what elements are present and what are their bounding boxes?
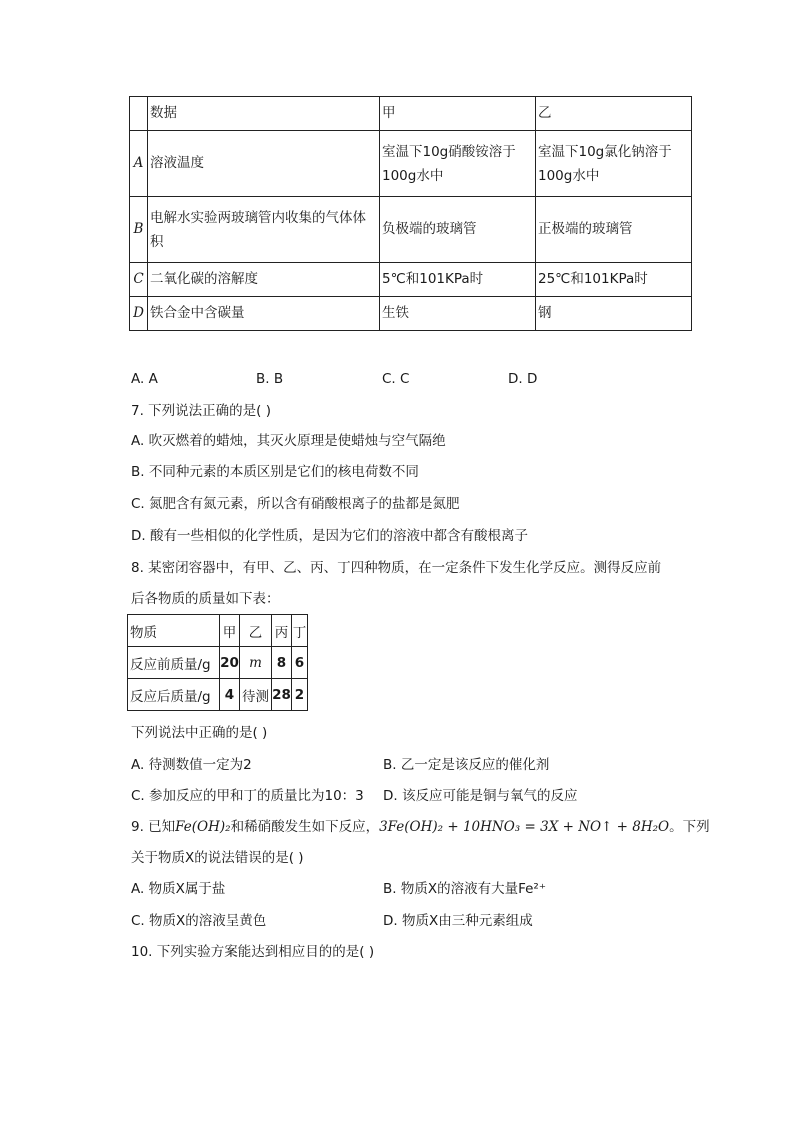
q7-option-d: D. 酸有一些相似的化学性质，是因为它们的溶液中都含有酸根离子 xyxy=(131,528,528,544)
q8-stem-line1: 8. 某密闭容器中，有甲、乙、丙、丁四种物质，在一定条件下发生化学反应。测得反应前 xyxy=(131,560,662,576)
q9-option-a: A. 物质X属于盐 xyxy=(131,881,226,897)
q8-option-d: D. 该反应可能是铜与氧气的反应 xyxy=(383,788,578,804)
row-label: A xyxy=(130,131,148,197)
header-cell xyxy=(130,97,148,131)
yi-cell: 钢 xyxy=(536,297,692,331)
table-cell: m xyxy=(240,647,272,679)
item-cell: 二氧化碳的溶解度 xyxy=(148,263,380,297)
table-cell: 28 xyxy=(272,679,292,711)
jia-cell: 室温下10g硝酸铵溶于100g水中 xyxy=(380,131,536,197)
item-cell: 电解水实验两玻璃管内收集的气体体积 xyxy=(148,197,380,263)
table-cell: 8 xyxy=(272,647,292,679)
mass-table xyxy=(127,614,308,711)
table-header-row xyxy=(130,97,692,131)
table-row xyxy=(130,263,692,297)
q9-stem-line1 xyxy=(131,817,710,837)
header-cell: 丁 xyxy=(292,615,308,647)
header-cell: 数据 xyxy=(148,97,380,131)
table-row xyxy=(130,297,692,331)
table-row xyxy=(128,679,308,711)
row-label: B xyxy=(130,197,148,263)
table-cell: 20 xyxy=(220,647,240,679)
q10-stem: 10. 下列实验方案能达到相应目的的是( ) xyxy=(131,944,375,960)
item-cell: 铁合金中含碳量 xyxy=(148,297,380,331)
q8-after-text: 下列说法中正确的是( ) xyxy=(131,725,268,741)
header-cell: 甲 xyxy=(380,97,536,131)
jia-cell: 生铁 xyxy=(380,297,536,331)
q7-stem: 7. 下列说法正确的是( ) xyxy=(131,403,271,419)
q8-option-a: A. 待测数值一定为2 xyxy=(131,757,252,773)
q7-option-a: A. 吹灭燃着的蜡烛，其灭火原理是使蜡烛与空气隔绝 xyxy=(131,433,446,449)
q6-option-d: D. D xyxy=(508,371,538,387)
q9-equation: 3Fe(OH)₂ + 10HNO₃ = 3X + NO↑ + 8H₂O xyxy=(379,819,670,835)
q9-formula: Fe(OH)₂ xyxy=(175,819,231,835)
q9-text: 和稀硝酸发生如下反应， xyxy=(230,819,380,835)
row-label: 反应后质量/g xyxy=(128,679,220,711)
header-cell: 丙 xyxy=(272,615,292,647)
table-row xyxy=(128,647,308,679)
table-cell: 待测 xyxy=(240,679,272,711)
table-cell: 6 xyxy=(292,647,308,679)
row-label: D xyxy=(130,297,148,331)
q9-option-d: D. 物质X由三种元素组成 xyxy=(383,913,533,929)
q6-option-b: B. B xyxy=(256,371,284,387)
jia-cell: 负极端的玻璃管 xyxy=(380,197,536,263)
table-row xyxy=(130,131,692,197)
q7-option-b: B. 不同种元素的本质区别是它们的核电荷数不同 xyxy=(131,464,419,480)
q9-option-b: B. 物质X的溶液有大量Fe²⁺ xyxy=(383,881,546,897)
yi-cell: 正极端的玻璃管 xyxy=(536,197,692,263)
item-cell: 溶液温度 xyxy=(148,131,380,197)
header-cell: 乙 xyxy=(240,615,272,647)
q9-option-c: C. 物质X的溶液呈黄色 xyxy=(131,913,267,929)
header-cell: 甲 xyxy=(220,615,240,647)
q8-option-c: C. 参加反应的甲和丁的质量比为10：3 xyxy=(131,788,364,804)
table-cell: 2 xyxy=(292,679,308,711)
q9-stem-line2: 关于物质X的说法错误的是( ) xyxy=(131,850,304,866)
row-label: 反应前质量/g xyxy=(128,647,220,679)
q9-text: 。下列 xyxy=(669,819,710,835)
table-row xyxy=(130,197,692,263)
q7-option-c: C. 氮肥含有氮元素，所以含有硝酸根离子的盐都是氮肥 xyxy=(131,496,460,512)
q8-stem-line2: 后各物质的质量如下表： xyxy=(131,591,280,607)
table-cell: 4 xyxy=(220,679,240,711)
comparison-table xyxy=(129,96,692,331)
header-cell: 物质 xyxy=(128,615,220,647)
yi-cell: 室温下10g氯化钠溶于100g水中 xyxy=(536,131,692,197)
row-label: C xyxy=(130,263,148,297)
header-cell: 乙 xyxy=(536,97,692,131)
q9-text: 9. 已知 xyxy=(131,819,176,835)
table-header-row xyxy=(128,615,308,647)
q8-option-b: B. 乙一定是该反应的催化剂 xyxy=(383,757,550,773)
q6-option-a: A. A xyxy=(131,371,158,387)
q6-option-c: C. C xyxy=(382,371,410,387)
jia-cell: 5℃和101KPa时 xyxy=(380,263,536,297)
yi-cell: 25℃和101KPa时 xyxy=(536,263,692,297)
